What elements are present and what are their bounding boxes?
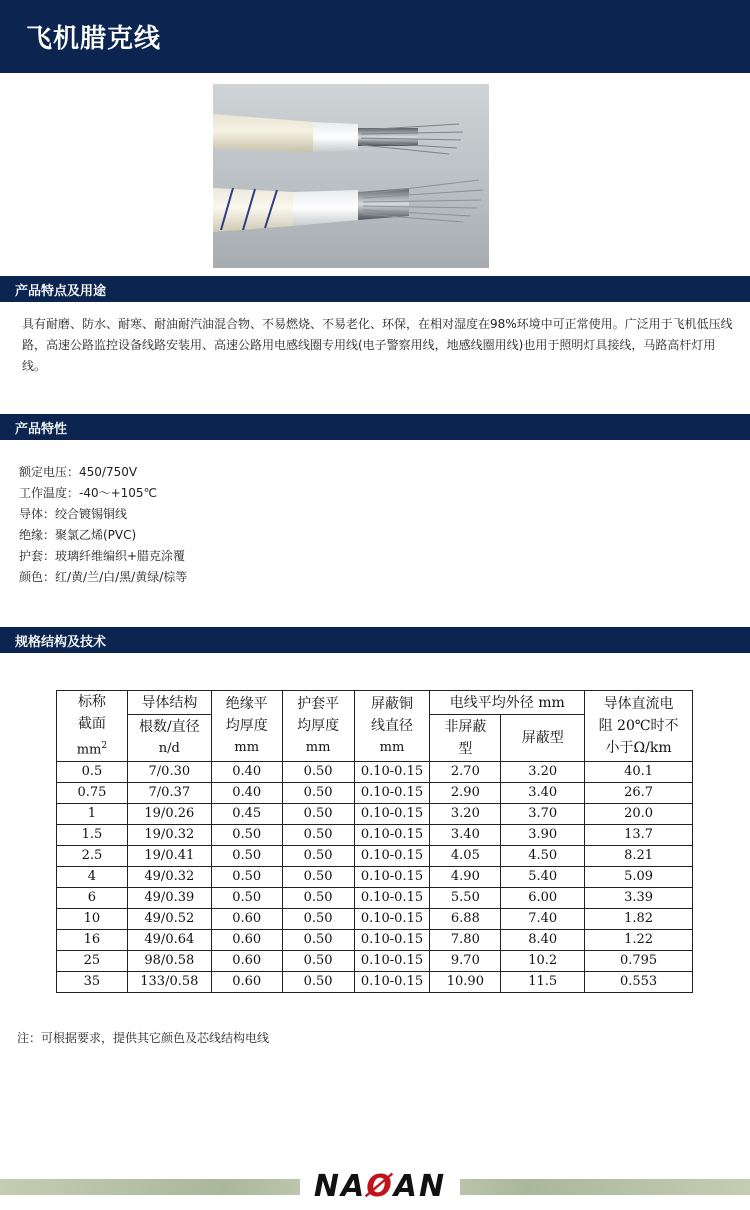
table-cell: 2.5 xyxy=(57,846,128,867)
table-cell: 0.10-0.15 xyxy=(354,783,430,804)
table-cell: 0.40 xyxy=(211,783,282,804)
table-cell: 7/0.37 xyxy=(127,783,211,804)
table-cell: 3.40 xyxy=(430,825,501,846)
property-item: 额定电压：450/750V xyxy=(19,465,138,479)
table-cell: 7/0.30 xyxy=(127,762,211,783)
header-conductor: 导体结构 xyxy=(127,691,211,715)
table-cell: 4.05 xyxy=(430,846,501,867)
table-cell: 19/0.32 xyxy=(127,825,211,846)
table-cell: 4.90 xyxy=(430,867,501,888)
table-row xyxy=(57,783,693,804)
table-row xyxy=(57,930,693,951)
table-cell: 0.10-0.15 xyxy=(354,825,430,846)
header-outer-diameter: 电线平均外径 mm xyxy=(430,691,585,715)
header-resistance xyxy=(585,691,693,762)
table-cell: 0.10-0.15 xyxy=(354,846,430,867)
table-cell: 19/0.41 xyxy=(127,846,211,867)
table-row xyxy=(57,762,693,783)
header-sheath xyxy=(282,691,354,762)
header-conductor-sub xyxy=(127,715,211,762)
table-cell: 1.22 xyxy=(585,930,693,951)
section-title-spec: 规格结构及技术 xyxy=(15,635,107,650)
table-cell: 0.10-0.15 xyxy=(354,867,430,888)
header-nominal-area xyxy=(57,691,128,762)
header-text: 小于Ω/km xyxy=(605,740,672,757)
table-row xyxy=(57,951,693,972)
table-cell: 133/0.58 xyxy=(127,972,211,993)
cable-image xyxy=(213,84,489,268)
header-text: 绝缘平 xyxy=(225,696,268,713)
table-cell: 2.70 xyxy=(430,762,501,783)
header-text: 护套平 xyxy=(297,696,340,713)
table-cell: 0.50 xyxy=(282,930,354,951)
page-header xyxy=(0,0,750,73)
property-item: 导体：绞合镀锡铜线 xyxy=(19,507,128,521)
product-photo xyxy=(213,84,489,268)
table-cell: 11.5 xyxy=(501,972,585,993)
section-title-properties: 产品特性 xyxy=(15,422,68,437)
table-cell: 0.50 xyxy=(282,783,354,804)
table-cell: 98/0.58 xyxy=(127,951,211,972)
property-item: 颜色：红/黄/兰/白/黑/黄绿/棕等 xyxy=(19,570,188,584)
table-cell: 3.90 xyxy=(501,825,585,846)
table-cell: 0.10-0.15 xyxy=(354,762,430,783)
table-row xyxy=(57,972,693,993)
table-cell: 0.45 xyxy=(211,804,282,825)
property-item: 护套：玻璃纤维编织+腊克涂覆 xyxy=(19,549,186,563)
table-cell: 1.82 xyxy=(585,909,693,930)
spec-table xyxy=(56,690,693,993)
table-cell: 0.795 xyxy=(585,951,693,972)
table-cell: 10.90 xyxy=(430,972,501,993)
table-cell: 8.40 xyxy=(501,930,585,951)
page-title: 飞机腊克线 xyxy=(26,24,162,54)
header-text: 导体直流电 xyxy=(603,696,674,713)
header-text: 非屏蔽 xyxy=(444,719,487,736)
header-unit: mm xyxy=(305,740,331,756)
section-title-features: 产品特点及用途 xyxy=(15,284,107,299)
table-cell: 0.50 xyxy=(282,825,354,846)
table-row xyxy=(57,846,693,867)
table-cell: 2.90 xyxy=(430,783,501,804)
table-cell: 0.10-0.15 xyxy=(354,972,430,993)
table-row xyxy=(57,825,693,846)
header-unit: n/d xyxy=(158,741,180,757)
header-unit: mm xyxy=(234,740,260,756)
table-cell: 6.88 xyxy=(430,909,501,930)
table-cell: 0.50 xyxy=(282,951,354,972)
table-cell: 3.20 xyxy=(430,804,501,825)
table-cell: 0.50 xyxy=(282,972,354,993)
table-cell: 4 xyxy=(57,867,128,888)
header-text: 截面 xyxy=(77,716,106,732)
table-cell: 49/0.39 xyxy=(127,888,211,909)
table-cell: 0.50 xyxy=(211,888,282,909)
table-cell: 7.80 xyxy=(430,930,501,951)
table-cell: 0.75 xyxy=(57,783,128,804)
table-cell: 49/0.52 xyxy=(127,909,211,930)
header-text: 标称 xyxy=(77,694,106,710)
table-cell: 0.10-0.15 xyxy=(354,930,430,951)
table-cell: 19/0.26 xyxy=(127,804,211,825)
table-row xyxy=(57,867,693,888)
table-cell: 0.50 xyxy=(282,888,354,909)
table-cell: 3.40 xyxy=(501,783,585,804)
header-insulation xyxy=(211,691,282,762)
table-cell: 0.50 xyxy=(211,867,282,888)
table-cell: 25 xyxy=(57,951,128,972)
table-cell: 7.40 xyxy=(501,909,585,930)
table-cell: 26.7 xyxy=(585,783,693,804)
section-bar-features xyxy=(0,276,750,302)
table-row xyxy=(57,909,693,930)
header-text: 均厚度 xyxy=(297,718,340,735)
section-bar-spec xyxy=(0,627,750,653)
table-cell: 3.70 xyxy=(501,804,585,825)
header-text: 线直径 xyxy=(370,718,413,735)
table-cell: 10.2 xyxy=(501,951,585,972)
table-cell: 1.5 xyxy=(57,825,128,846)
header-text: 根数/直径 xyxy=(138,719,200,736)
table-cell: 0.40 xyxy=(211,762,282,783)
table-cell: 0.50 xyxy=(211,825,282,846)
property-item: 绝缘：聚氯乙烯(PVC) xyxy=(19,528,137,542)
table-cell: 20.0 xyxy=(585,804,693,825)
table-cell: 0.60 xyxy=(211,909,282,930)
table-cell: 0.50 xyxy=(282,804,354,825)
footer xyxy=(0,1165,750,1210)
table-cell: 49/0.64 xyxy=(127,930,211,951)
table-row xyxy=(57,888,693,909)
table-cell: 40.1 xyxy=(585,762,693,783)
header-text: 均厚度 xyxy=(225,718,268,735)
header-od-unshielded xyxy=(430,715,501,762)
table-cell: 10 xyxy=(57,909,128,930)
table-cell: 6 xyxy=(57,888,128,909)
table-cell: 49/0.32 xyxy=(127,867,211,888)
table-cell: 0.50 xyxy=(282,867,354,888)
table-cell: 1 xyxy=(57,804,128,825)
table-cell: 35 xyxy=(57,972,128,993)
header-text: 型 xyxy=(458,741,473,758)
header-shield xyxy=(354,691,430,762)
header-text: 阻 20℃时不 xyxy=(598,718,679,735)
table-cell: 0.10-0.15 xyxy=(354,951,430,972)
table-cell: 3.39 xyxy=(585,888,693,909)
properties-list xyxy=(19,462,187,588)
table-cell: 4.50 xyxy=(501,846,585,867)
table-cell: 0.50 xyxy=(282,762,354,783)
table-cell: 8.21 xyxy=(585,846,693,867)
table-cell: 0.10-0.15 xyxy=(354,804,430,825)
header-unit: $mm^2$ xyxy=(76,741,108,758)
table-cell: 16 xyxy=(57,930,128,951)
header-od-shielded: 屏蔽型 xyxy=(501,715,585,762)
table-cell: 5.09 xyxy=(585,867,693,888)
footnote: 注：可根据要求，提供其它颜色及芯线结构电线 xyxy=(17,1031,270,1045)
table-cell: 0.5 xyxy=(57,762,128,783)
table-cell: 5.50 xyxy=(430,888,501,909)
table-cell: 0.553 xyxy=(585,972,693,993)
header-text: 屏蔽铜 xyxy=(370,696,413,713)
table-row xyxy=(57,804,693,825)
header-unit: mm xyxy=(379,740,405,756)
spec-table-body xyxy=(57,762,693,993)
table-cell: 5.40 xyxy=(501,867,585,888)
table-cell: 0.60 xyxy=(211,951,282,972)
features-description: 具有耐磨、防水、耐寒、耐油耐汽油混合物、不易燃烧、不易老化、环保，在相对湿度在98%环境中可正常使用。广泛用于飞机低压线路，高速公路监控设备线路安装用、高速公路用电感线圈专用线(电子警察用线，地感线圈用线)也用于照明灯具接线，马路高杆灯用线。 xyxy=(22,317,733,373)
table-cell: 0.50 xyxy=(282,846,354,867)
property-item: 工作温度：-40～+105℃ xyxy=(19,486,158,500)
table-cell: 3.20 xyxy=(501,762,585,783)
table-cell: 0.50 xyxy=(282,909,354,930)
table-cell: 0.60 xyxy=(211,930,282,951)
table-cell: 6.00 xyxy=(501,888,585,909)
table-cell: 13.7 xyxy=(585,825,693,846)
section-bar-properties xyxy=(0,414,750,440)
table-cell: 0.10-0.15 xyxy=(354,888,430,909)
table-cell: 0.60 xyxy=(211,972,282,993)
table-cell: 0.50 xyxy=(211,846,282,867)
brand-logo: NAØAN xyxy=(313,1169,447,1204)
table-cell: 9.70 xyxy=(430,951,501,972)
table-cell: 0.10-0.15 xyxy=(354,909,430,930)
